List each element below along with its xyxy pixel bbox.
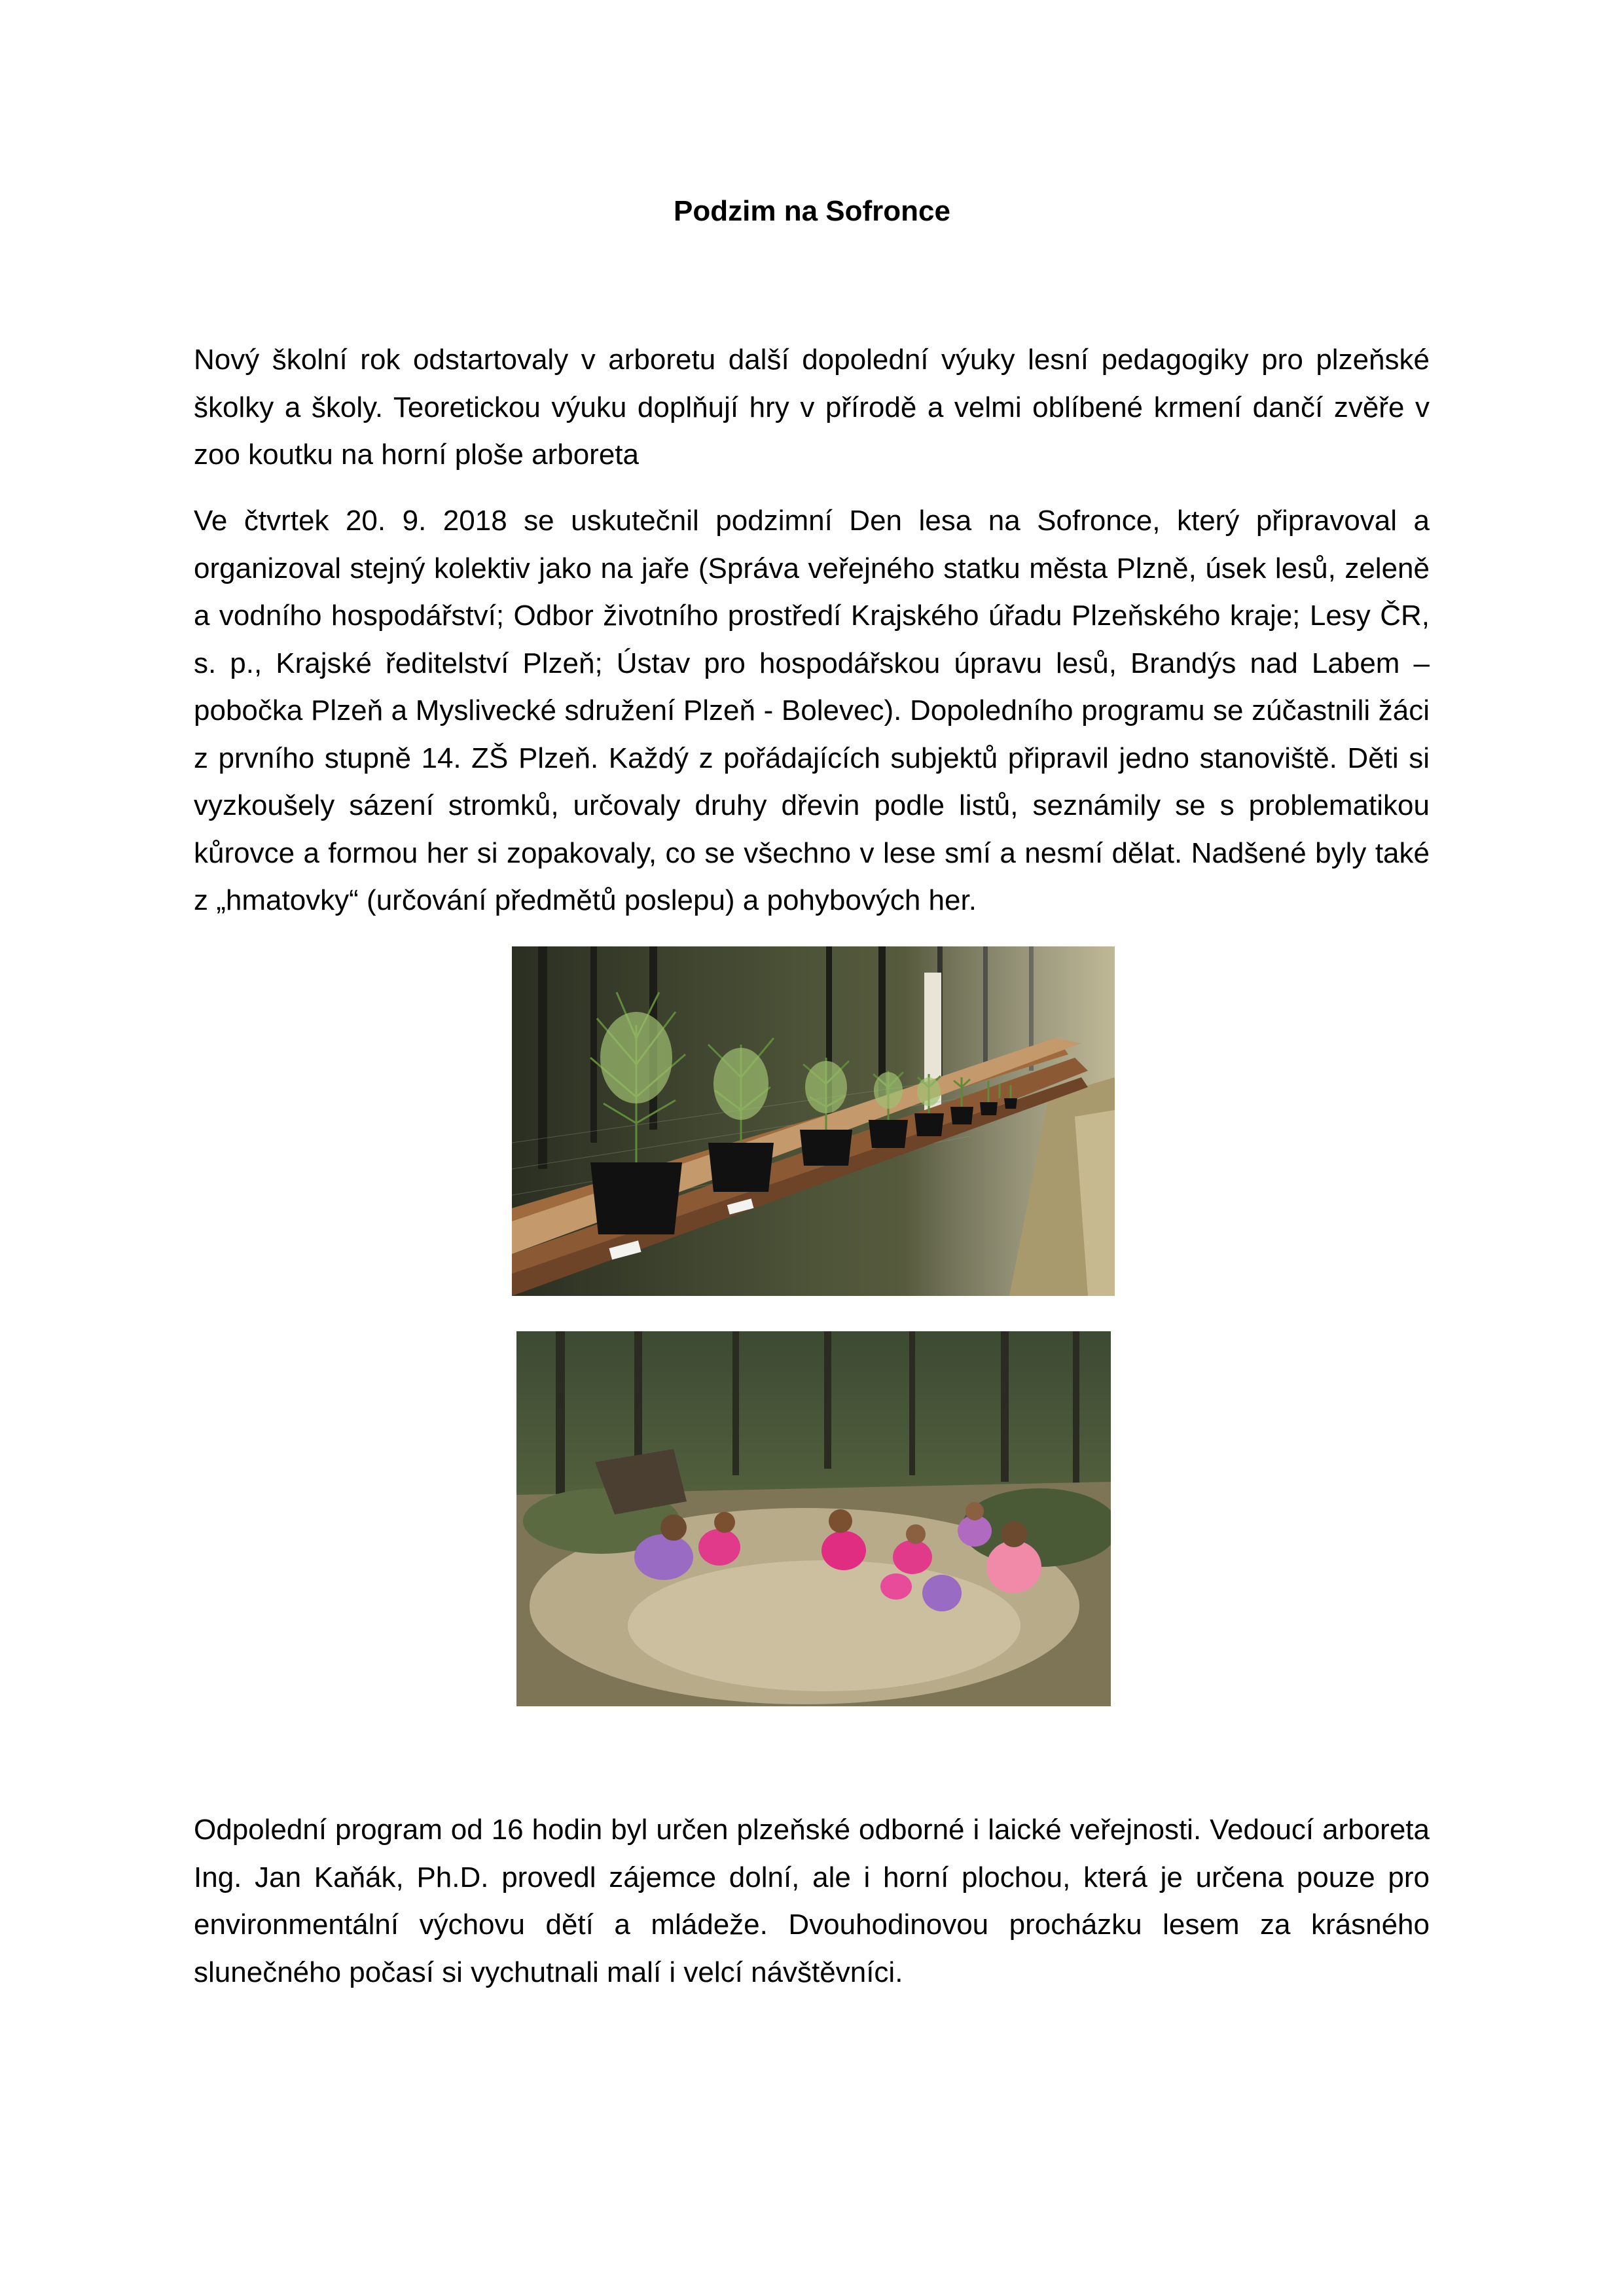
children-planting-photo [516,1331,1111,1706]
seedlings-on-fence-photo [512,946,1115,1296]
paragraph-forest-day: Ve čtvrtek 20. 9. 2018 se uskutečnil podzimní Den lesa na Sofronce, který připravoval a organizoval stejný kolektiv jako na jaře (Správa veřejného statku města Plzně, úsek lesů, zeleně a vodního hospodářství; Odbor životního prostředí Krajského úřadu Plzeňského kraje; Lesy ČR, s. p., Krajské ředitelství Plzeň; Ústav pro hospodářskou úpravu lesů, Brandýs nad Labem – pobočka Plzeň a Myslivecké sdružení Plzeň - Bolevec). Dopoledního programu se zúčastnili žáci z prvního stupně 14. ZŠ Plzeň. Každý z pořádajících subjektů připravil jedno stanoviště. Děti si vyzkoušely sázení stromků, určovaly druhy dřevin podle listů, seznámily se s problematikou kůrovce a formou her si zopakovaly, co se všechno v lese smí a nesmí dělat. Nadšené byly také z „hmatovky“ (určování předmětů poslepu) a pohybových her. [194,505,1430,916]
page-title: Podzim na Sofronce [674,195,950,227]
paragraph-afternoon: Odpolední program od 16 hodin byl určen plzeňské odborné i laické veřejnosti. Vedoucí arboreta Ing. Jan Kaňák, Ph.D. provedl zájemce dolní, ale i horní plochou, která je určena pouze pro environmentální výchovu dětí a mládeže. Dvouhodinovou procházku lesem za krásného slunečného počasí si vychutnali malí i velcí návštěvníci. [194,1814,1430,1988]
paragraph-intro: Nový školní rok odstartovaly v arboretu další dopolední výuky lesní pedagogiky pro plzeňské školky a školy. Teoretickou výuku doplňují hry v přírodě a velmi oblíbené krmení dančí zvěře v zoo koutku na horní ploše arboreta [194,344,1430,471]
